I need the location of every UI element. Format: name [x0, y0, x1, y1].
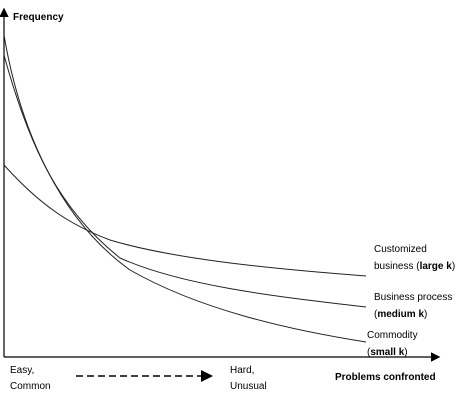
- series-label-medium: [374, 292, 452, 320]
- series-label-medium-line2: (medium k): [374, 309, 428, 320]
- series-label-medium-line1: Business process: [374, 292, 453, 303]
- x-axis-label: Problems confronted: [335, 372, 436, 383]
- series-label-small-line1: Commodity: [367, 330, 418, 341]
- y-axis-label: Frequency: [13, 12, 64, 23]
- series-label-large: [374, 244, 455, 272]
- curve-large-k: [4, 165, 366, 276]
- series-label-small: [367, 330, 418, 358]
- x-start-label-line2: Common: [10, 381, 51, 392]
- x-end-label-line1: Hard,: [230, 365, 255, 376]
- curve-medium-k: [4, 55, 366, 307]
- x-start-label-line1: Easy,: [10, 365, 35, 376]
- x-end-label-line2: Unusual: [230, 381, 267, 392]
- series-label-large-line1: Customized: [374, 244, 427, 255]
- series-label-small-line2: (small k): [367, 347, 408, 358]
- series-label-large-line2: business (large k): [374, 261, 456, 272]
